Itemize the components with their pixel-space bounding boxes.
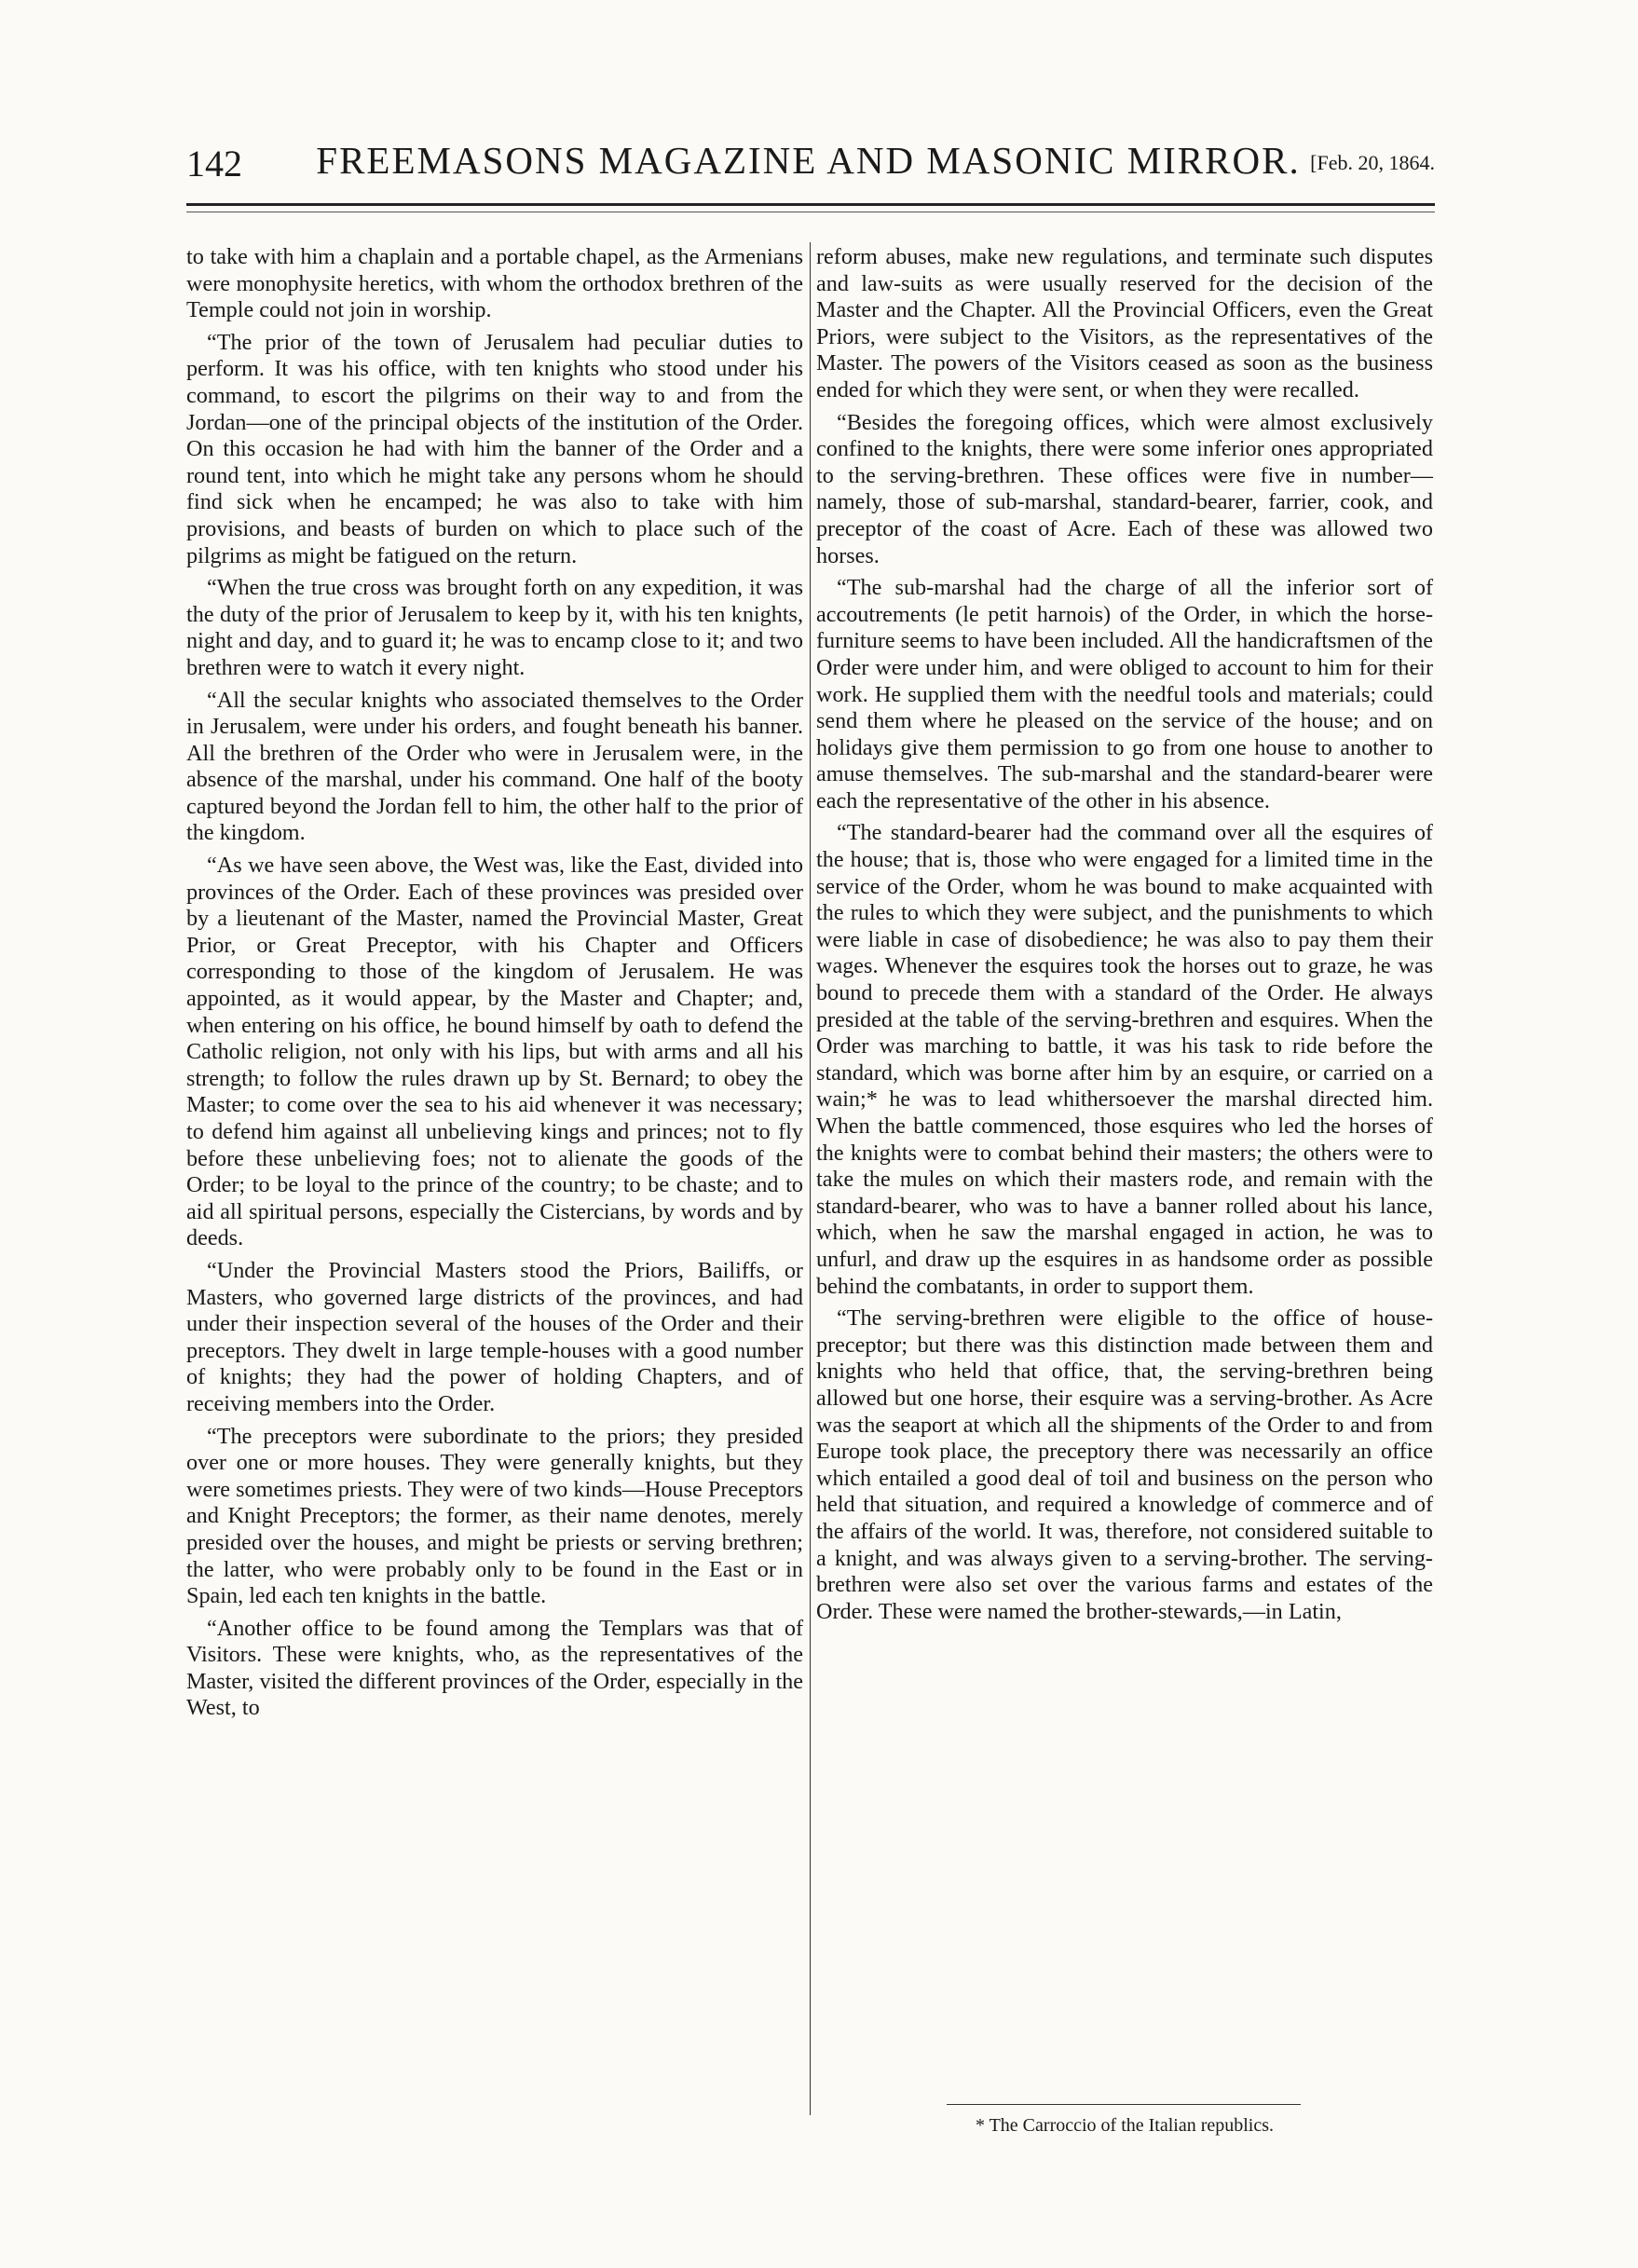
- paragraph: “The standard-bearer had the command over all the esquires of the house; that is, those who were engaged for a limited time in the service of the Order, whom he was bound to make acquainted with the rules to which they were subject, and the punishments to which were liable in case of disobedience; he was also to pay them their wages. Whenever the esquires took the horses out to graze, he was bound to precede them with a standard of the Order. He always presided at the table of the serving-brethren and esquires. When the Order was marching to battle, it was his task to ride before the standard, which was borne after him by an esquire, or carried on a wain;* he was to lead whithersoever the marshal directed him. When the battle commenced, those esquires who led the horses of the knights were to combat behind their masters; the others were to take the mules on which their masters rode, and remain with the standard-bearer, who was to have a banner rolled about his lance, which, when he saw the marshal engaged in action, he was to unfurl, and draw up the esquires in as handsome order as possible behind the combatants, in order to support them.: [816, 820, 1433, 1299]
- paragraph: “The preceptors were subordinate to the priors; they presided over one or more houses. They were generally knights, but they were sometimes priests. They were of two kinds—House Preceptors and Knight Preceptors; the former, as their name denotes, merely presided over the houses, and might be priests or serving brethren; the latter, who were probably only to be found in the East or in Spain, led each ten knights in the battle.: [186, 1423, 803, 1609]
- paragraph: “Besides the foregoing offices, which were almost exclusively confined to the knights, there were some inferior ones appropriated to the serving-brethren. These offices were five in number—namely, those of sub-marshal, standard-bearer, farrier, cook, and preceptor of the coast of Acre. Each of these was allowed two horses.: [816, 409, 1433, 568]
- header-rule: [186, 203, 1435, 206]
- paragraph: “When the true cross was brought forth on any expedition, it was the duty of the prior of Jerusalem to keep by it, with his ten knights, night and day, and to guard it; he was to encamp close to it; and two brethren were to watch it every night.: [186, 575, 803, 680]
- footnote: * The Carroccio of the Italian republics.: [975, 2115, 1275, 2136]
- page-number: 142: [186, 143, 242, 184]
- paragraph: “Another office to be found among the Templars was that of Visitors. These were knights, who, as the representatives of the Master, visited the different provinces of the Order, especially in the West, to: [186, 1615, 803, 1721]
- paragraph: “As we have seen above, the West was, like the East, divided into provinces of the Order. Each of these provinces was presided over by a lieutenant of the Master, named the Provincial Master, Great Prior, or Great Preceptor, with his Chapter and Officers corresponding to those of the kingdom of Jerusalem. He was appointed, as it would appear, by the Master and Chapter; and, when entering on his office, he bound himself by oath to defend the Catholic religion, not only with his lips, but with arms and all his strength; to follow the rules drawn up by St. Bernard; to obey the Master; to come over the sea to his aid whenever it was necessary; to defend him against all unbelieving kings and princes; not to fly before these unbelieving foes; not to alienate the goods of the Order; to be loyal to the prince of the country; to be chaste; and to aid all spiritual persons, especially the Cistercians, by words and by deeds.: [186, 853, 803, 1251]
- magazine-title: FREEMASONS MAGAZINE AND MASONIC MIRROR.: [316, 139, 1301, 182]
- left-column: [186, 244, 803, 1728]
- paragraph: to take with him a chaplain and a portable chapel, as the Armenians were monophysite heretics, with whom the orthodox brethren of the Temple could not join in worship.: [186, 244, 803, 323]
- paragraph: “Under the Provincial Masters stood the Priors, Bailiffs, or Masters, who governed large districts of the provinces, and had under their inspection several of the houses of the Order and their preceptors. They dwelt in large temple-houses with a good number of knights; they had the power of holding Chapters, and of receiving members into the Order.: [186, 1257, 803, 1416]
- paragraph: “The prior of the town of Jerusalem had peculiar duties to perform. It was his office, with ten knights who stood under his command, to escort the pilgrims on their way to and from the Jordan—one of the principal objects of the institution of the Order. On this occasion he had with him the banner of the Order and a round tent, into which he might take any persons whom he should find sick when he encamped; he was also to take with him provisions, and beasts of burden on which to place such of the pilgrims as might be fatigued on the return.: [186, 329, 803, 568]
- right-column: [816, 244, 1433, 1631]
- paragraph: “The sub-marshal had the charge of all the inferior sort of accoutrements (le petit harnois) of the Order, in which the horse-furniture seems to have been included. All the handicraftsmen of the Order were under him, and were obliged to account to him for their work. He supplied them with the needful tools and materials; could send them where he pleased on the service of the house; and on holidays give them permission to go from one house to another to amuse themselves. The sub-marshal and the standard-bearer were each the representative of the other in his absence.: [816, 575, 1433, 813]
- page-header: [186, 138, 1435, 194]
- paragraph: reform abuses, make new regulations, and terminate such disputes and law-suits as were usually reserved for the decision of the Master and the Chapter. All the Provincial Officers, even the Great Priors, were subject to the Visitors, as the representatives of the Master. The powers of the Visitors ceased as soon as the business ended for which they were sent, or when they were recalled.: [816, 244, 1433, 403]
- paragraph: “All the secular knights who associated themselves to the Order in Jerusalem, were under his orders, and fought beneath his banner. All the brethren of the Order who were in Jerusalem were, in the absence of the marshal, under his command. One half of the booty captured beyond the Jordan fell to him, the other half to the prior of the kingdom.: [186, 687, 803, 846]
- column-divider: [810, 242, 811, 2115]
- issue-date: [Feb. 20, 1864.: [1310, 151, 1435, 174]
- paragraph: “The serving-brethren were eligible to the office of house-preceptor; but there was this distinction made between them and knights who held that office, that, the serving-brethren being allowed but one horse, their esquire was a serving-brother. As Acre was the seaport at which all the shipments of the Order to and from Europe took place, the preceptory there was necessarily an office which entailed a good deal of toil and business on the person who held that situation, and required a knowledge of commerce and of the affairs of the world. It was, therefore, not considered suitable to a knight, and was always given to a serving-brother. The serving-brethren were also set over the various farms and estates of the Order. These were named the brother-stewards,—in Latin,: [816, 1305, 1433, 1624]
- footnote-rule: [947, 2104, 1301, 2105]
